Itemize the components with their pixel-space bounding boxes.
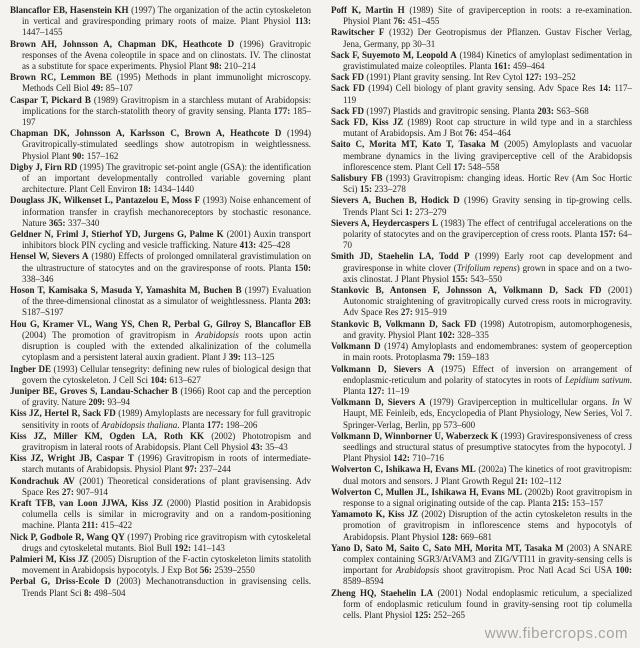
reference-entry: Digby J, Firn RD (1995) The gravitropic set-point angle (GSA): the identification of an important developmentally controlled variable governing plant architecture. Plant Cell Environ 18: 1434–1440	[10, 161, 311, 195]
reference-entry: Volkmann D, Sievers A (1975) Effect of inversion on arrangement of endoplasmic-reticulum and polarity of statocytes in roots of Lepidium sativum. Planta 127: 11–19	[331, 363, 632, 396]
reference-entry: Perbal G, Driss-Ecole D (2003) Mechanotransduction in gravisensing cells. Trends Plant Sci 8: 498–504	[10, 576, 311, 598]
references-columns	[10, 5, 632, 621]
reference-entry: Brown AH, Johnsson A, Chapman DK, Heathcote D (1996) Gravitropic responses of the Avena coleoptile in space and on clinostats. IV. The clinostat as a substitute for space experiments. Physiol Plant 98: 210–214	[10, 38, 311, 72]
reference-entry: Hensel W, Sievers A (1980) Effects of prolonged omnilateral gravistimulation on the ultrastructure of statocytes and on the graviresponse of roots. Planta 150: 338–346	[10, 251, 312, 284]
reference-entry: Caspar T, Pickard B (1989) Gravitropism in a starchless mutant of Arabidopsis: implications for the starch-statolith theory of gravity sensing. Planta 177: 185–197	[10, 94, 311, 128]
reference-entry: Kiss JZ, Hertel R, Sack FD (1989) Amyloplasts are necessary for full gravitropic sensitivity in roots of Arabidopsis thaliana. Planta 177: 198–206	[10, 408, 312, 430]
reference-entry: Hou G, Kramer VL, Wang YS, Chen R, Perbal G, Gilroy S, Blancaflor EB (2004) The promotion of gravitropism in Arabidopsis roots upon actin disruption is coupled with the extended alkalinization of the columella cytoplasm and a persistent lateral auxin gradient. Plant J 39: 113–125	[10, 318, 311, 363]
reference-entry: Kiss JZ, Miller KM, Ogden LA, Roth KK (2002) Phototropism and gravitropism in lateral roots of Arabidopsis. Plant Cell Physiol 43: 35–43	[10, 430, 311, 452]
reference-entry: Volkmann D, Sievers A (1979) Graviperception in multicellular organs. In W Haupt, ME Feinleib, eds, Encyclopedia of Plant Physiology, New Series, Vol 7. Springer-Verlag, Berlin, pp 573–600	[331, 397, 632, 430]
references-column-left	[10, 5, 311, 621]
reference-entry: Palmieri M, Kiss JZ (2005) Disruption of the F-actin cytoskeleton limits statolith movement in Arabidopsis hypocotyls. J Exp Bot 56: 2539–2550	[10, 553, 311, 576]
reference-entry: Hoson T, Kamisaka S, Masuda Y, Yamashita M, Buchen B (1997) Evaluation of the three-dimensional clinostat as a simulator of weightlessness. Planta 203: S187–S197	[10, 285, 311, 318]
reference-entry: Sievers A, Buchen B, Hodick D (1996) Gravity sensing in tip-growing cells. Trends Plant Sci 1: 273–279	[331, 195, 632, 217]
reference-entry: Zheng HQ, Staehelin LA (2001) Nodal endoplasmic reticulum, a specialized form of endoplasmic reticulum found in gravity-sensing root tip columella cells. Plant Physiol 125: 252–265	[331, 587, 633, 620]
reference-entry: Rawitscher F (1932) Der Geotropismus der Pflanzen. Gustav Fischer Verlag, Jena, Germany, pp 30–31	[331, 27, 632, 49]
reference-entry: Saito C, Morita MT, Kato T, Tasaka M (2005) Amyloplasts and vacuolar membrane dynamics in the living graviperceptive cell of the Arabidopsis inflorescence stem. Plant Cell 17: 548–558	[331, 139, 632, 172]
reference-entry: Volkmann D, Winnborner U, Waberzeck K (1993) Graviresponsiveness of cress seedlings and structural status of presumptive statocytes from the hypocotyl. J Plant Physiol 142: 710–716	[331, 430, 632, 464]
reference-entry: Yamamoto K, Kiss JZ (2002) Disruption of the actin cytoskeleton results in the promotion of gravitropism in inflorescence stems and hypocotyls of Arabidopsis. Plant Physiol 128: 669–681	[331, 509, 632, 542]
references-column-right	[331, 5, 632, 621]
reference-entry: Ingber DE (1993) Cellular tensegrity: defining new rules of biological design that govern the cytoskeleton. J Cell Sci 104: 613–627	[10, 363, 311, 385]
reference-entry: Salisbury FB (1993) Gravitropism: changing ideas. Hortic Rev (Am Soc Hortic Sci) 15: 233–278	[331, 173, 633, 195]
reference-entry: Poff K, Martin H (1989) Site of graviperception in roots: a re-examination. Physiol Plant 76: 451–455	[331, 5, 632, 27]
reference-entry: Juniper BE, Groves S, Landau-Schacher B (1966) Root cap and the perception of gravity. Nature 209: 93–94	[10, 385, 311, 408]
reference-entry: Stankovic B, Volkmann D, Sack FD (1998) Autotropism, automorphogenesis, and gravity. Physiol Plant 102: 328–335	[331, 318, 632, 340]
reference-entry: Sack FD, Kiss JZ (1989) Root cap structure in wild type and in a starchless mutant of Arabidopsis. Am J Bot 76: 454–464	[331, 117, 632, 139]
reference-entry: Volkmann D (1974) Amyloplasts and endomembranes: system of geoperception in main roots. Protoplasma 79: 159–183	[331, 341, 632, 363]
reference-entry: Geldner N, Friml J, Stierhof YD, Jurgens G, Palme K (2001) Auxin transport inhibitors block PIN cycling and vesicle trafficking. Nature 413: 425–428	[10, 229, 311, 251]
reference-entry: Douglass JK, Wilkenset L, Pantazelou E, Moss F (1993) Noise enhancement of information transfer in crayfish mechanoreceptors by stochastic resonance. Nature 365: 337–340	[10, 195, 311, 228]
reference-entry: Stankovic B, Antonsen F, Johnsson A, Volkmann D, Sack FD (2001) Autonomic straightening of gravitropically curved cress roots in microgravity. Adv Space Res 27: 915–919	[331, 285, 633, 318]
reference-entry: Smith JD, Staehelin LA, Todd P (1999) Early root cap development and graviresponse in white clover (Trifolium repens) grown in space and on a two-axis clinostat. J Plant Physiol 155: 543–550	[331, 251, 632, 284]
reference-entry: Blancaflor EB, Hasenstein KH (1997) The organization of the actin cytoskeleton in vertical and graviresponding primary roots of maize. Plant Physiol 113: 1447–1455	[10, 5, 311, 38]
reference-entry: Kraft TFB, van Loon JJWA, Kiss JZ (2000) Plastid position in Arabidopsis columella cells is similar in microgravity and on a random-positioning machine. Planta 211: 415–422	[10, 497, 311, 531]
reference-entry: Sack FD (1991) Plant gravity sensing. Int Rev Cytol 127: 193–252	[331, 72, 576, 83]
reference-entry: Sievers A, Heydercaspers L (1983) The effect of centrifugal accelerations on the polarity of statocytes and on the graviperception of cress roots. Planta 157: 64–70	[331, 217, 632, 251]
reference-entry: Nick P, Godbole R, Wang QY (1997) Probing rice gravitropism with cytoskeletal drugs and cytoskeletal mutants. Biol Bull 192: 141–143	[10, 531, 311, 553]
reference-entry: Wolverton C, Ishikawa H, Evans ML (2002a) The kinetics of root gravitropism: dual motors and sensors. J Plant Growth Regul 21: 102–112	[331, 464, 632, 486]
reference-entry: Sack FD (1994) Cell biology of plant gravity sensing. Adv Space Res 14: 117–119	[331, 83, 633, 105]
reference-entry: Sack FD (1997) Plastids and gravitropic sensing. Planta 203: S63–S68	[331, 105, 589, 116]
reference-entry: Brown RC, Lemmon BE (1995) Methods in plant immunolight microscopy. Methods Cell Biol 49: 85–107	[10, 72, 311, 94]
reference-entry: Kondrachuk AV (2001) Theoretical considerations of plant gravisensing. Adv Space Res 27: 907–914	[10, 475, 311, 497]
reference-entry: Yano D, Sato M, Saito C, Sato MH, Morita MT, Tasaka M (2003) A SNARE complex containing SGR3/AtVAM3 and ZIG/VTI11 in gravity-sensing cells is important for Arabidopsis shoot gravitropism. Proc Natl Acad Sci USA 100: 8589–8594	[331, 542, 633, 587]
reference-entry: Wolverton C, Mullen JL, Ishikawa H, Evans ML (2002b) Root gravitropism in response to a signal originating outside of the cap. Planta 215: 153–157	[331, 486, 632, 508]
reference-entry: Kiss JZ, Wright JB, Caspar T (1996) Gravitropism in roots of intermediate-starch mutants of Arabidopsis. Physiol Plant 97: 237–244	[10, 453, 311, 475]
reference-entry: Chapman DK, Johnsson A, Karlsson C, Brown A, Heathcote D (1994) Gravitropically-stimulated seedlings show autotropism in weightlessness. Physiol Plant 90: 157–162	[10, 128, 312, 161]
reference-entry: Sack F, Suyemoto M, Leopold A (1984) Kinetics of amyloplast sedimentation in gravistimulated maize coleoptiles. Planta 161: 459–464	[331, 49, 632, 72]
watermark: www.fibercrops.com	[484, 625, 628, 642]
